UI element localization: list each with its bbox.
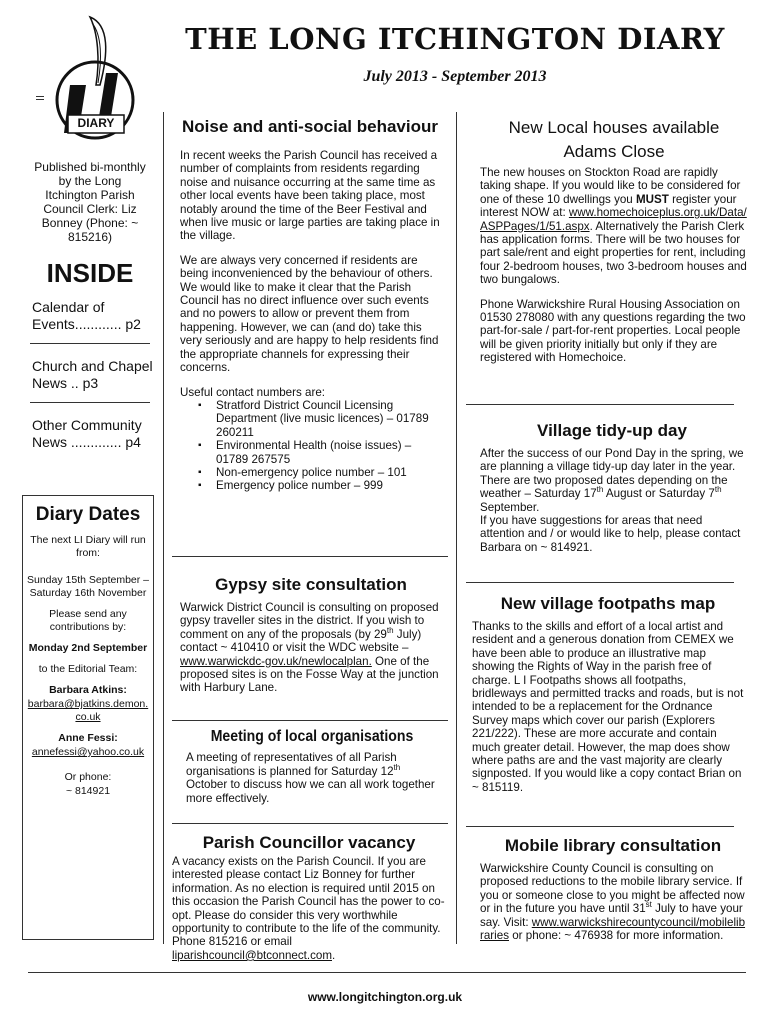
text: One of the proposed sites is on the Fosse Way at the junction with Harbury Lane. — [180, 654, 439, 695]
article-paragraph: If you have suggestions for areas that need attention and / or would like to help, please contact Barbara on ~ 814921. — [480, 514, 741, 554]
article-paragraph — [180, 601, 442, 695]
article-title-councillor: Parish Councillor vacancy — [202, 833, 416, 852]
diary-dates-send: Please send any contributions by: — [49, 608, 127, 633]
article-title-houses: New Local houses available — [508, 118, 720, 137]
logo-text: DIARY — [77, 116, 115, 130]
homechoice-link[interactable]: www.homechoiceplus.org.uk/Data/ASPPages/1/51.aspx — [480, 206, 747, 233]
article-paragraph — [480, 862, 746, 942]
diary-dates-title: Diary Dates — [35, 504, 141, 525]
divider — [466, 826, 734, 827]
list-item: ▪ Non-emergency police number – 101 — [198, 466, 440, 479]
article-paragraph: Phone Warwickshire Rural Housing Association on 01530 278080 with any questions regarding the two part-for-sale / part-for-rent properties. Local people will be given priority initially but only if they are registered with Homechoice. — [480, 297, 746, 365]
divider — [172, 720, 448, 721]
article-paragraph — [480, 447, 744, 514]
article-noise — [180, 115, 440, 493]
text: Warwick District Council is consulting on proposed gypsy traveller sites in the district. If you wish to comment on any of the proposals (by 29 — [180, 601, 439, 641]
editor-name-1: Barbara Atkins: — [49, 684, 127, 696]
article-paragraph — [186, 751, 438, 805]
diary-dates-deadline: Monday 2nd September — [28, 642, 148, 654]
article-footpaths — [472, 592, 744, 794]
divider — [172, 556, 448, 557]
diary-logo — [50, 15, 140, 145]
diary-dates-to: to the Editorial Team: — [38, 663, 138, 675]
text: September. — [480, 500, 540, 514]
text: October to discuss how we can all work together more effectively. — [186, 778, 435, 805]
footer-divider — [28, 972, 746, 973]
parish-email-link[interactable]: liparishcouncil@btconnect.com — [172, 948, 332, 962]
wdc-link[interactable]: www.warwickdc-gov.uk/newlocalplan. — [180, 654, 372, 668]
masthead-date: July 2013 - September 2013 — [363, 68, 547, 85]
superscript: st — [645, 900, 652, 910]
text: A vacancy exists on the Parish Council. If you are interested please contact Liz Bonney for further information. As no election is required until 2015 on this occasion the Parish Council has the power to co-opt. Please do consider this very worthwhile opportunity to contribute to the life of the community. Phone 815216 or email — [172, 855, 445, 949]
superscript: th — [714, 485, 722, 495]
article-paragraph: Thanks to the skills and effort of a local artist and resident and a generous donation from CEMEX we have been able to produce an illustrative map showing the Rights of Way in the parish free of charge. L I Footpaths shows all footpaths, bridleways and permitted tracks and roads, but is not intended to be a replacement for the Ordnance Survey maps which cover our parish (Explorers 221/222). These are more accurate and contain much greater detail. However, the map does show where paths are and the vast majority are clearly signposted. If you would like a copy contact Brian on ~ 815119. — [472, 620, 744, 794]
text: . — [332, 948, 336, 962]
library-link[interactable]: www.warwickshirecountycouncil/mobilelibraries — [480, 915, 746, 943]
text: Warwickshire County Council is consulting on proposed reductions to the mobile library service. If you or someone close to you might be affected now or in the future you have until 31 — [480, 862, 745, 916]
inside-heading: INSIDE — [46, 258, 134, 288]
phone-number: ~ 814921 — [65, 785, 111, 797]
column-divider — [163, 112, 164, 944]
editor-email-2[interactable]: annefessi@yahoo.co.uk — [31, 746, 145, 758]
article-meeting — [186, 730, 438, 805]
published-info: Published bi-monthly by the Long Itchington Parish Council Clerk: Liz Bonney (Phone: ~ 815216) — [34, 160, 146, 244]
contacts-list — [180, 399, 440, 493]
article-subtitle-houses: Adams Close — [563, 142, 665, 161]
article-title-tidy: Village tidy-up day — [537, 421, 687, 440]
list-item: ▪ Emergency police number – 999 — [198, 479, 440, 492]
divider — [466, 404, 734, 405]
text: August or Saturday 7 — [603, 487, 715, 501]
text: or phone: ~ 476938 for more information. — [509, 929, 724, 943]
article-paragraph: We are always very concerned if residents are being inconvenienced by the behaviour of others. We would like to make it clear that the Parish Council has no direct influence over such events and no powers to allow or prevent them from happening. However, we can (and do) take this very seriously and are happy to help residents find the appropriate channels for expressing their concerns. — [180, 253, 439, 375]
list-item: ▪ Environmental Health (noise issues) – 01789 267575 — [198, 439, 440, 466]
diary-dates-intro: The next LI Diary will run from: — [30, 534, 146, 559]
divider — [30, 402, 150, 403]
text: After the success of our Pond Day in the spring, we are planning a village tidy-up day later in the year. There are two proposed dates depending on the weather – Saturday 17 — [480, 447, 744, 501]
text: . Alternatively the Parish Clerk has application forms. There will be two houses for part sale/rent and eight properties for rent, including four 2-bedroom houses, two 3-bedroom houses and two bungalows. — [480, 219, 747, 287]
inside-item-church: Church and Chapel News .. p3 — [32, 358, 153, 391]
contacts-intro: Useful contact numbers are: — [180, 385, 325, 399]
article-tidy — [480, 419, 744, 554]
article-paragraph — [480, 166, 748, 287]
article-councillor — [172, 831, 446, 962]
left-sidebar — [26, 148, 154, 461]
editor-email-1[interactable]: barbara@bjatkins.demon.co.uk — [27, 698, 149, 723]
article-paragraph: In recent weeks the Parish Council has received a number of complaints from residents regarding noise and nuisance occurring at the same time as other local events have been taking place, most notably around the time of the Beer Festival and when live music or large parties are taking place in the village. — [180, 149, 440, 243]
superscript: th — [393, 762, 401, 772]
article-houses — [480, 116, 748, 376]
article-gypsy — [180, 573, 442, 695]
divider — [30, 343, 150, 344]
article-library — [480, 834, 746, 942]
inside-item-community: Other Community News ............. p4 — [32, 417, 142, 450]
article-title-footpaths: New village footpaths map — [500, 594, 716, 613]
article-title-library: Mobile library consultation — [504, 836, 722, 855]
divider — [172, 823, 448, 824]
article-paragraph — [172, 855, 446, 962]
diary-dates-box — [22, 495, 154, 940]
inside-item-calendar: Calendar of Events............ p2 — [32, 299, 141, 332]
text: The new houses on Stockton Road are rapidly taking shape. If you would like to be considered for one of these 10 dwellings you — [480, 166, 741, 206]
phone-label: Or phone: — [64, 771, 112, 783]
text: July) contact ~ 410410 or visit the WDC website – — [180, 627, 422, 655]
footer-url[interactable]: www.longitchington.org.uk — [307, 990, 463, 1004]
text: July to have your say. Visit: — [480, 902, 743, 929]
superscript: th — [596, 485, 604, 495]
emphasis: MUST — [635, 192, 669, 206]
diary-dates-range: Sunday 15th September – Saturday 16th November — [27, 574, 150, 599]
editor-name-2: Anne Fessi: — [58, 732, 118, 744]
superscript: th — [386, 625, 394, 635]
article-title-noise: Noise and anti-social behaviour — [181, 117, 438, 136]
list-item: ▪ Stratford District Council Licensing Department (live music licences) – 01789 260211 — [198, 399, 440, 439]
column-divider — [456, 112, 457, 944]
divider — [466, 582, 734, 583]
article-title-meeting: Meeting of local organisations — [210, 728, 414, 745]
text: A meeting of representatives of all Parish organisations is planned for Saturday 12 — [186, 751, 397, 778]
article-title-gypsy: Gypsy site consultation — [215, 575, 407, 594]
masthead-title: THE LONG ITCHINGTON DIARY — [185, 22, 725, 56]
text: register your interest NOW at: — [480, 192, 737, 220]
margin-mark — [36, 96, 44, 100]
